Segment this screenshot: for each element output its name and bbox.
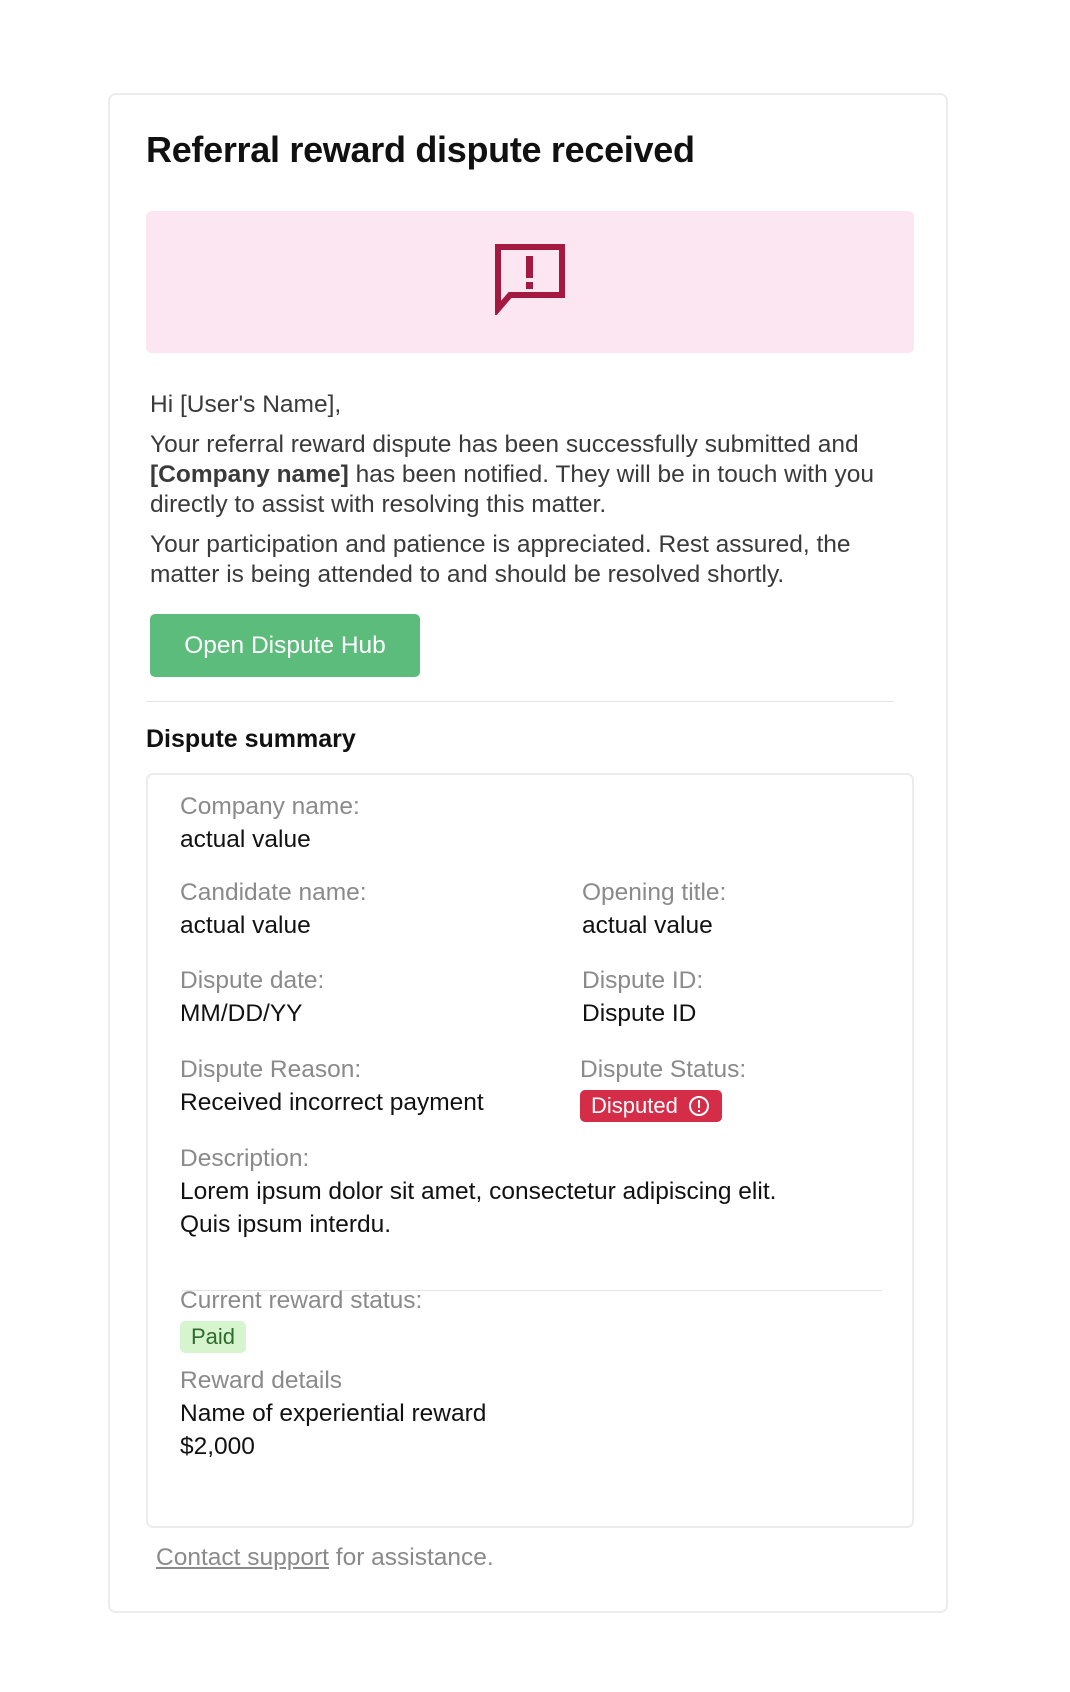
reward-status-label: Current reward status: (180, 1287, 423, 1314)
description-label: Description: (180, 1145, 310, 1172)
dispute-summary-heading: Dispute summary (146, 725, 356, 753)
description-field (180, 1143, 800, 1241)
alert-banner (146, 211, 914, 353)
reward-status-field (180, 1285, 422, 1353)
reward-name: Name of experiential reward (180, 1400, 487, 1427)
dispute-id-field (582, 965, 703, 1030)
body-paragraph-1 (150, 430, 910, 520)
dispute-id-label: Dispute ID: (582, 967, 704, 994)
greeting: Hi [User's Name], (150, 391, 342, 418)
dispute-status-field (580, 1054, 746, 1122)
reward-details-field (180, 1365, 486, 1463)
paid-status-badge: Paid (180, 1321, 246, 1353)
company-name-highlight: [Company name] (150, 461, 349, 488)
open-dispute-hub-button[interactable]: Open Dispute Hub (150, 614, 420, 677)
candidate-label: Candidate name: (180, 879, 367, 906)
description-value: Lorem ipsum dolor sit amet, consectetur adipiscing elit. Quis ipsum interdu. (180, 1178, 777, 1238)
footer-rest-text: for assistance. (328, 1544, 494, 1571)
dispute-date-label: Dispute date: (180, 967, 325, 994)
company-field (180, 791, 360, 856)
dispute-date-value: MM/DD/YY (180, 1000, 303, 1027)
email-title: Referral reward dispute received (146, 129, 695, 170)
email-card (108, 93, 948, 1613)
candidate-value: actual value (180, 912, 311, 939)
dispute-date-field (180, 965, 324, 1030)
footer-text (156, 1544, 494, 1572)
email-body (150, 390, 910, 600)
feedback-alert-icon (494, 243, 566, 315)
body-paragraph-2: Your participation and patience is appreciated. Rest assured, the matter is being attended to and should be resolved shortly. (150, 531, 851, 588)
company-label: Company name: (180, 793, 360, 820)
dispute-status-label: Dispute Status: (580, 1056, 747, 1083)
body-paragraph-1-end: has been notified. They will be in touch with you directly to assist with resolving this matter. (150, 461, 875, 518)
dispute-reason-value: Received incorrect payment (180, 1089, 484, 1116)
dispute-id-value: Dispute ID (582, 1000, 697, 1027)
opening-value: actual value (582, 912, 713, 939)
dispute-reason-label: Dispute Reason: (180, 1056, 362, 1083)
dispute-summary-box (146, 773, 914, 1528)
contact-support-link[interactable]: Contact support (156, 1544, 329, 1571)
company-value: actual value (180, 826, 311, 853)
section-divider (146, 701, 894, 702)
dispute-reason-field (180, 1054, 484, 1119)
disputed-status-badge (580, 1090, 722, 1122)
body-paragraph-1-start: Your referral reward dispute has been successfully submitted and (150, 431, 859, 458)
reward-amount: $2,000 (180, 1433, 255, 1460)
disputed-badge-text: Disputed (591, 1093, 678, 1118)
candidate-field (180, 877, 367, 942)
opening-field (582, 877, 726, 942)
opening-label: Opening title: (582, 879, 727, 906)
reward-details-label: Reward details (180, 1367, 343, 1394)
alert-circle-icon (688, 1095, 710, 1117)
